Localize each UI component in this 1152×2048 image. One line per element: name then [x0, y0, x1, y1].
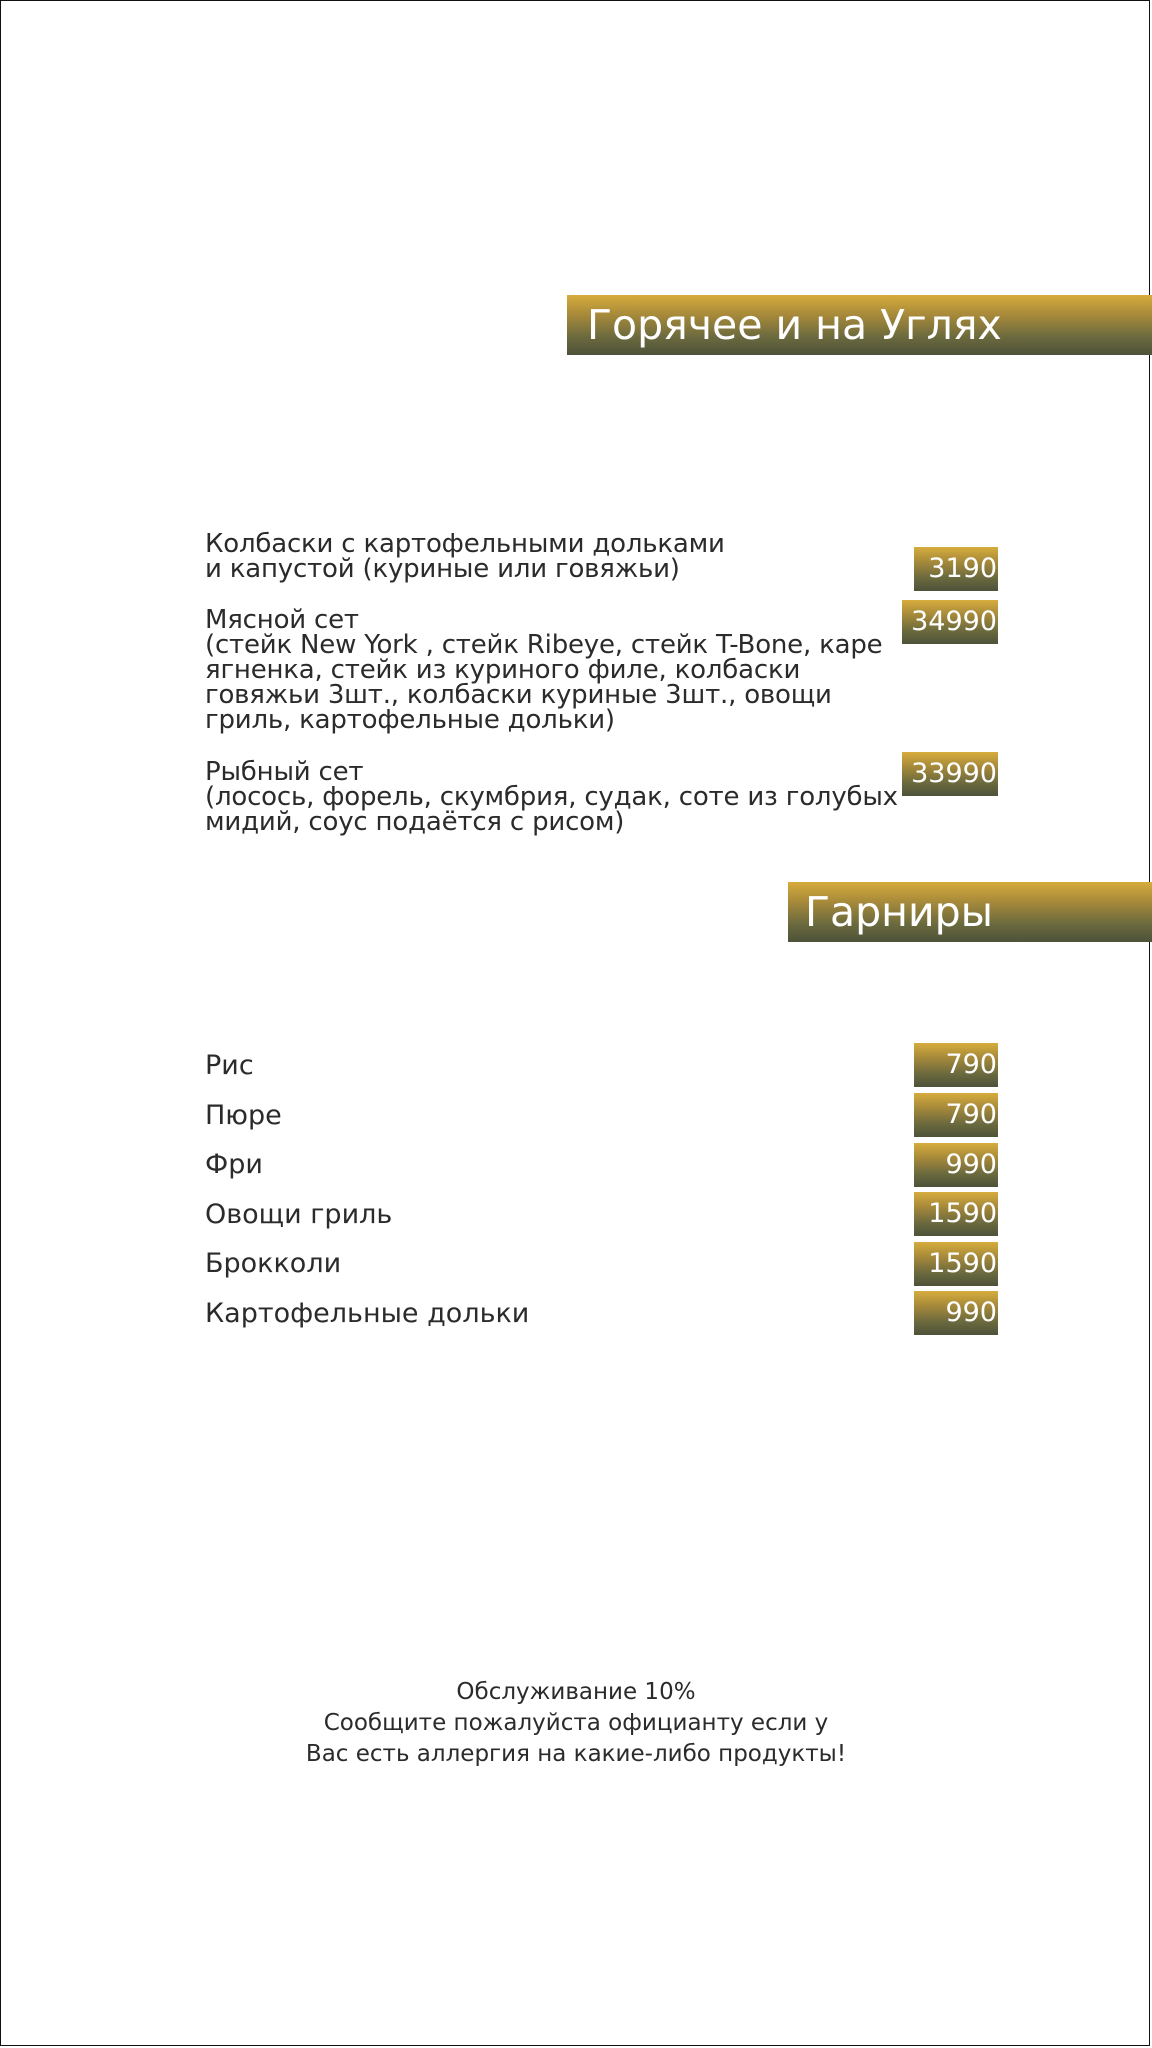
menu-item-rice: Рис: [205, 1050, 254, 1081]
price-badge-fries: 990: [914, 1143, 998, 1187]
price-badge-meat-set: 34990: [902, 600, 998, 644]
price-badge-rice: 790: [914, 1043, 998, 1087]
allergy-note-line1: Сообщите пожалуйста официанту если у: [323, 1710, 829, 1736]
menu-item-broccoli: Брокколи: [205, 1248, 342, 1279]
item-line: гриль, картофельные дольки): [205, 705, 615, 735]
item-line: Мясной сет: [205, 605, 359, 635]
section-header-sides: Гарниры: [788, 882, 1152, 942]
price-badge-sausages: 3190: [914, 547, 998, 591]
item-line: ягненка, стейк из куриного филе, колбаски: [205, 655, 801, 685]
allergy-note-line2: Вас есть аллергия на какие-либо продукты!: [305, 1741, 847, 1767]
item-line: Рыбный сет: [205, 757, 364, 787]
price-badge-broccoli: 1590: [914, 1242, 998, 1286]
price-badge-puree: 790: [914, 1093, 998, 1137]
item-line: говяжьи 3шт., колбаски куриные 3шт., овощи: [205, 680, 832, 710]
price-badge-grilled-vegetables: 1590: [914, 1192, 998, 1236]
price-badge-potato-wedges: 990: [914, 1291, 998, 1335]
item-line: (стейк New York , стейк Ribeye, стейк T-Bone, каре: [205, 630, 883, 660]
item-line: и капустой (куриные или говяжьи): [205, 554, 680, 584]
menu-item-meat-set: [205, 605, 883, 735]
price-badge-fish-set: 33990: [902, 752, 998, 796]
item-line: Колбаски с картофельными дольками: [205, 529, 725, 559]
menu-item-grilled-vegetables: Овощи гриль: [205, 1199, 393, 1230]
service-charge-note: Обслуживание 10%: [456, 1679, 696, 1705]
menu-item-sausages: [205, 529, 725, 584]
footer-note: [0, 1677, 1152, 1770]
menu-item-fish-set: [205, 757, 898, 837]
menu-item-fries: Фри: [205, 1149, 263, 1180]
section-header-hot: Горячее и на Углях: [567, 295, 1152, 355]
menu-item-puree: Пюре: [205, 1100, 282, 1131]
item-line: (лосось, форель, скумбрия, судак, соте из голубых: [205, 782, 898, 812]
item-line: мидий, соус подаётся с рисом): [205, 807, 625, 837]
menu-item-potato-wedges: Картофельные дольки: [205, 1298, 530, 1329]
